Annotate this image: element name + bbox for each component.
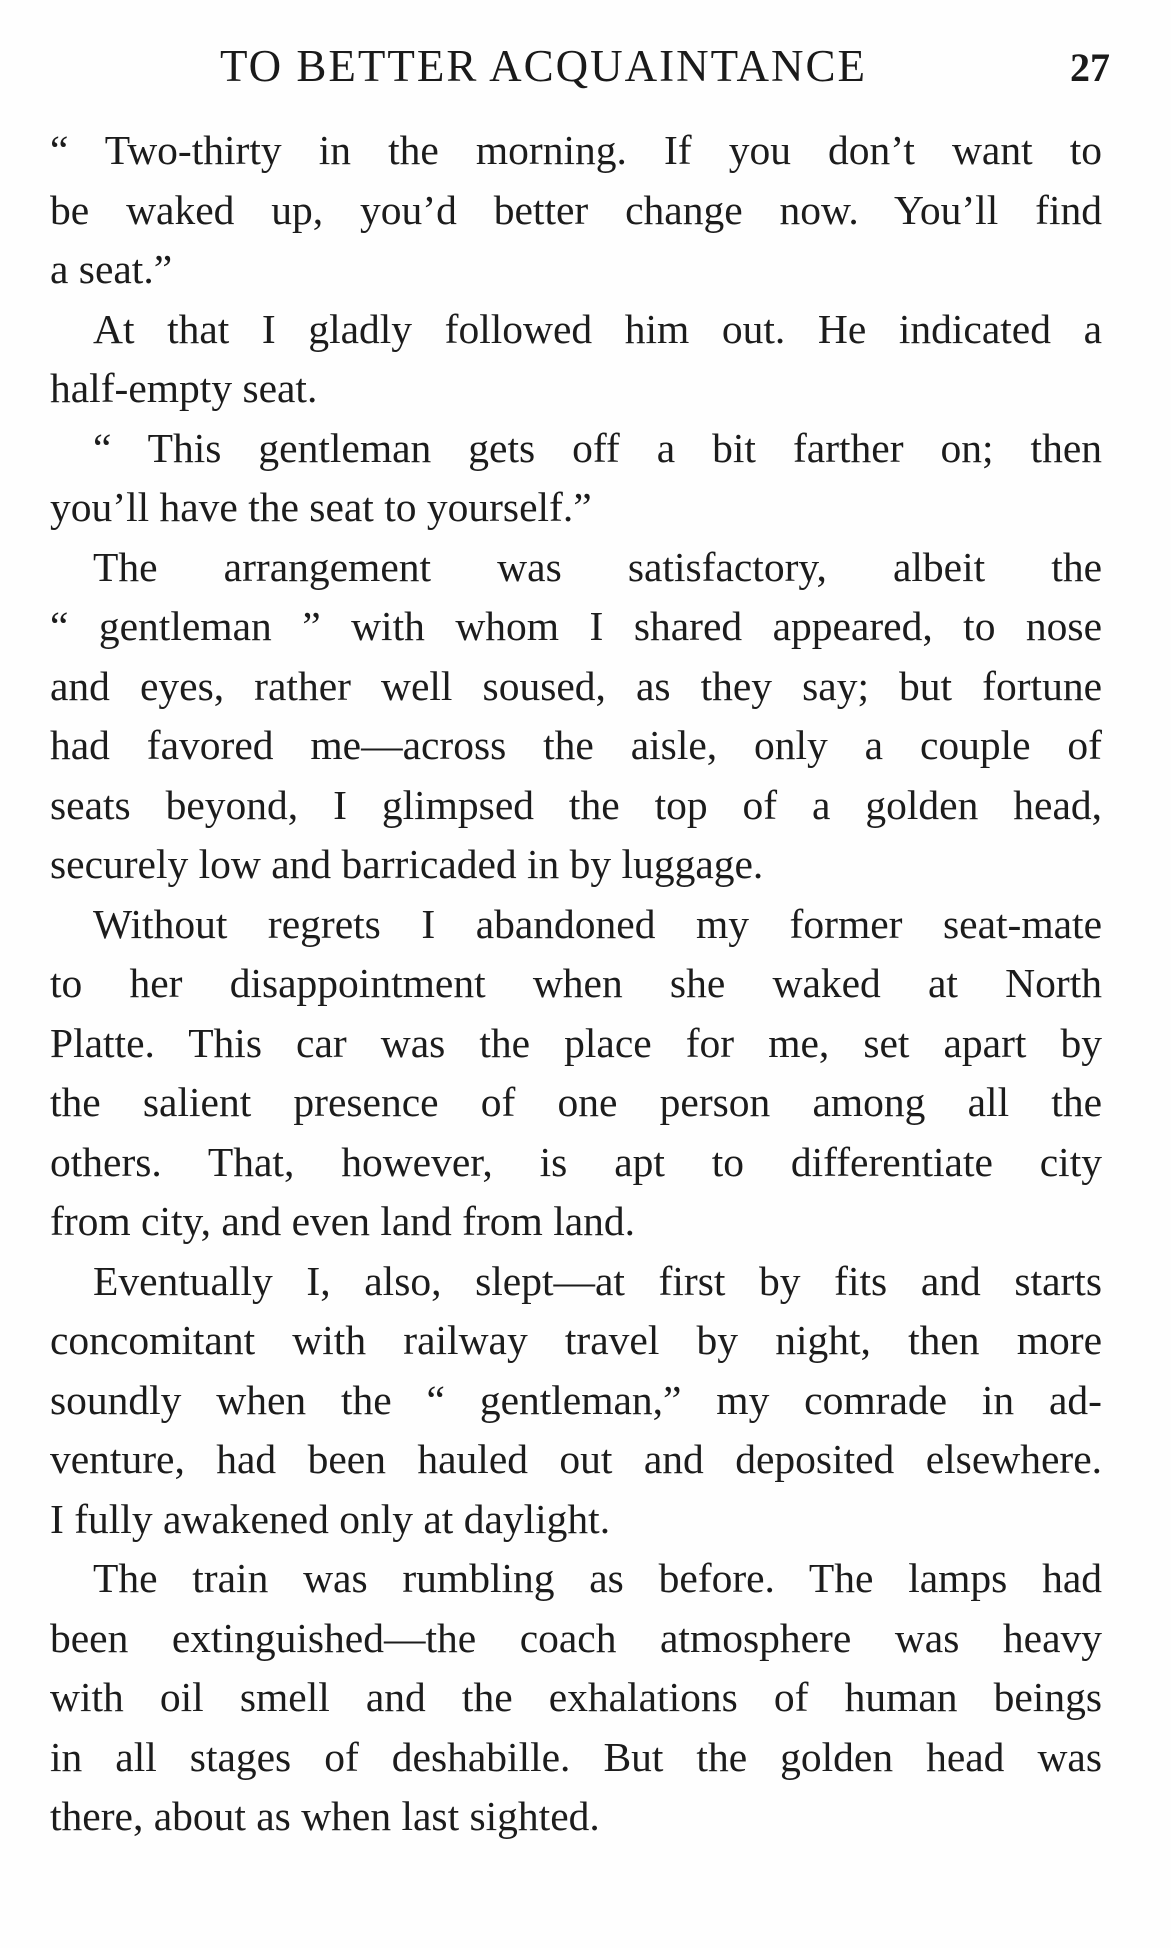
paragraph — [50, 121, 1102, 300]
text-line: Eventually I, also, slept—at first by fits and starts — [93, 1257, 1102, 1304]
text-line: others. That, however, is apt to differentiate city — [50, 1138, 1102, 1185]
page-number: 27 — [1070, 45, 1110, 90]
text-line: seats beyond, I glimpsed the top of a golden head, — [50, 781, 1102, 828]
running-head: TO BETTER ACQUAINTANCE — [220, 41, 868, 91]
paragraph — [50, 419, 1102, 538]
text-line: had favored me—across the aisle, only a couple of — [50, 722, 1102, 768]
body-text — [50, 121, 1102, 1847]
page-header — [50, 40, 1110, 100]
paragraph — [50, 538, 1102, 895]
text-line: The arrangement was satisfactory, albeit the — [93, 543, 1102, 590]
text-line: half-empty seat. — [50, 365, 318, 411]
text-line: “ This gentleman gets off a bit farther on; then — [93, 424, 1102, 471]
text-line: Without regrets I abandoned my former seat-mate — [93, 900, 1102, 947]
text-line: with oil smell and the exhalations of human beings — [50, 1674, 1102, 1720]
text-line: to her disappointment when she waked at North — [50, 960, 1102, 1006]
text-line: venture, had been hauled out and deposited elsewhere. — [50, 1436, 1102, 1482]
paragraph — [50, 300, 1102, 419]
text-line: there, about as when last sighted. — [50, 1793, 600, 1839]
paragraph — [50, 895, 1102, 1252]
text-line: a seat.” — [50, 246, 173, 292]
text-line: be waked up, you’d better change now. You’ll find — [50, 186, 1102, 233]
text-line: from city, and even land from land. — [50, 1198, 636, 1244]
text-line: At that I gladly followed him out. He indicated a — [93, 305, 1102, 352]
text-line: securely low and barricaded in by luggage. — [50, 841, 764, 887]
text-line: “ Two-thirty in the morning. If you don’t want to — [50, 127, 1102, 173]
paragraph — [50, 1549, 1102, 1847]
text-line: Platte. This car was the place for me, set apart by — [50, 1019, 1102, 1066]
text-line: in all stages of deshabille. But the golden head was — [50, 1733, 1102, 1780]
text-line: you’ll have the seat to yourself.” — [50, 484, 592, 530]
text-line: been extinguished—the coach atmosphere was heavy — [50, 1614, 1102, 1661]
text-line: “ gentleman ” with whom I shared appeared, to nose — [50, 603, 1102, 649]
text-line: concomitant with railway travel by night, then more — [50, 1317, 1102, 1363]
text-line: The train was rumbling as before. The lamps had — [93, 1555, 1102, 1601]
text-line: the salient presence of one person among all the — [50, 1079, 1102, 1125]
text-line: and eyes, rather well soused, as they say; but fortune — [50, 662, 1102, 709]
paragraph — [50, 1252, 1102, 1550]
text-line: I fully awakened only at daylight. — [50, 1495, 611, 1542]
text-line: soundly when the “ gentleman,” my comrade in ad- — [50, 1376, 1102, 1423]
